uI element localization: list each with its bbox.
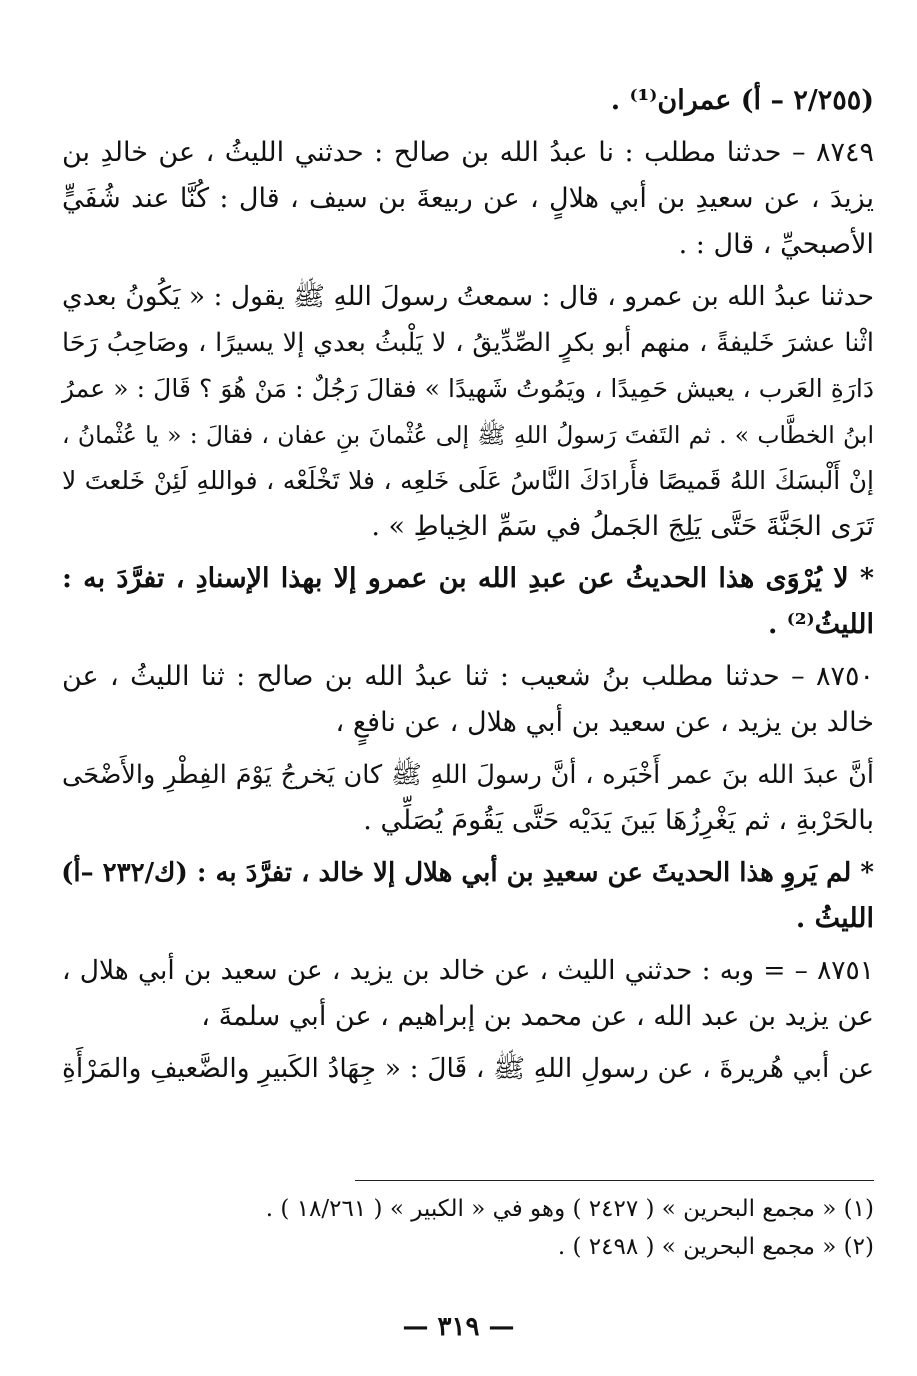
text-line-18: الليثُ . <box>795 903 874 934</box>
text-line-12: الليثُ⁽²⁾ . <box>767 609 874 640</box>
text-line-19: ٨٧٥١ – = وبه : حدثني الليث ، عن خالد بن يزيد ، عن سعيد بن أبي هلال ، <box>62 955 874 986</box>
text-line-4: الأصبحيِّ ، قال : . <box>678 229 874 260</box>
footnotes <box>62 1190 874 1266</box>
text-line-1: (٢/٢٥٥ – أ) عمران⁽¹⁾ . <box>610 85 874 116</box>
text-line-17: * لم يَروِ هذا الحديثَ عن سعيدِ بن أبي هلال إلا خالد ، تفرَّدَ به : (ك/٢٣٢ –أ) <box>61 858 874 888</box>
text-line-21: عن أبي هُريرةَ ، عن رسولِ اللهِ ﷺ ، قَالَ : « جِهَادُ الكَبيرِ والضَّعيفِ والمَرْأَةِ <box>62 1053 874 1084</box>
text-line-9: إنْ أَلْبسَكَ اللهُ قَميصًا فأَرادَكَ النَّاسُ عَلَى خَلعِه ، فلا تَخْلَعْه ، فواللهِ لَئِنْ خَلعتَ لا <box>62 466 874 495</box>
text-line-8: ابنُ الخطَّاب » . ثم التَفتَ رَسولُ اللهِ ﷺ إلى عُثْمانَ بنِ عفان ، فقالَ : « يا عُثْمانُ ، <box>62 421 874 449</box>
text-line-3: يزيدَ ، عن سعيدِ بن أبي هلالٍ ، عن ربيعةَ بن سيف ، قال : كُنَّا عند شُفَيٍّ <box>62 183 874 214</box>
hadith-8750-matn <box>62 752 874 844</box>
text-line-20: عن يزيد بن عبد الله ، عن محمد بن إبراهيم ، عن أبي سلمةَ ، <box>201 1001 874 1032</box>
hadith-8751-matn <box>62 1046 874 1092</box>
hadith-8749 <box>62 130 874 268</box>
text-line-13: ٨٧٥٠ – حدثنا مطلب بنُ شعيب : ثنا عبدُ الله بن صالح : ثنا الليثُ ، عن <box>62 661 874 692</box>
text-line-10: تَرَى الجَنَّةَ حَتَّى يَلِجَ الجَملُ في سَمِّ الخِياطِ » . <box>371 511 874 542</box>
page-body <box>62 78 874 1092</box>
text-line-2: ٨٧٤٩ – حدثنا مطلب : نا عبدُ الله بن صالح : حدثني الليثُ ، عن خالدِ بن <box>62 137 874 168</box>
comment-8749 <box>62 556 874 648</box>
footnote-separator <box>355 1180 874 1181</box>
page-number: — ٣١٩ — <box>402 1312 515 1342</box>
hadith-8751 <box>62 948 874 1040</box>
hadith-8750 <box>62 654 874 746</box>
footnote-1: (١) « مجمع البحرين » ( ٢٤٢٧ ) وهو في « الكبير » ( ١٨/٢٦١ ) . <box>265 1196 874 1222</box>
text-line-16: بالحَرْبةِ ، ثم يَغْرِزُهَا بَينَ يَدَيْه حَتَّى يَقُومَ يُصَلِّي . <box>363 805 874 836</box>
text-line-5: حدثنا عبدُ الله بن عمرو ، قال : سمعتُ رسولَ اللهِ ﷺ يقول : « يَكُونُ بعدي <box>62 281 874 312</box>
comment-8750 <box>62 850 874 942</box>
text-line-6: اثْنا عشرَ خَليفةً ، منهم أبو بكرٍ الصِّدِّيقُ ، لا يَلْبثُ بعدي إلا يسيرًا ، وصَاحِبُ رَحَا <box>62 328 874 358</box>
text-line-7: دَارَةِ العَرب ، يعيش حَمِيدًا ، ويَمُوتُ شَهيدًا » فقالَ رَجُلٌ : مَنْ هُوَ ؟ قَالَ : « عمرُ <box>62 374 874 403</box>
hadith-8749-matn <box>62 274 874 550</box>
footnote-2: (٢) « مجمع البحرين » ( ٢٤٩٨ ) . <box>557 1234 874 1260</box>
text-line-14: خالد بن يزيد ، عن سعيد بن أبي هلال ، عن نافعٍ ، <box>335 707 874 738</box>
text-line-11: * لا يُرْوَى هذا الحديثُ عن عبدِ الله بن عمرو إلا بهذا الإسنادِ ، تفرَّدَ به : <box>62 563 874 594</box>
text-line-15: أنَّ عبدَ الله بنَ عمر أَخْبَره ، أنَّ رسولَ اللهِ ﷺ كان يَخرجُ يَوْمَ الفِطْرِ والأَضْحَى <box>62 760 874 790</box>
